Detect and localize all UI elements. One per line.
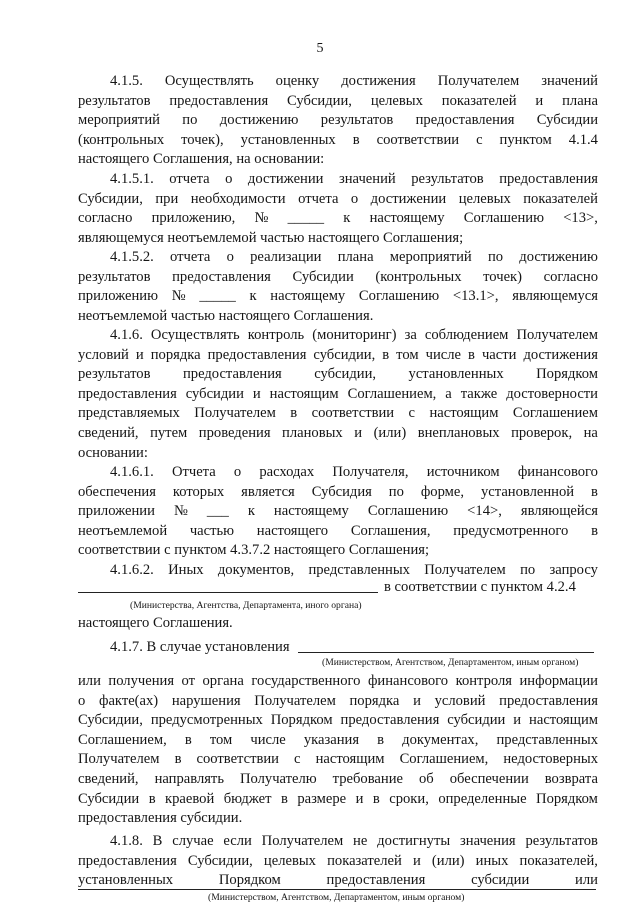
word: размере (297, 790, 347, 807)
word: предусмотренных (150, 712, 263, 729)
word: № (254, 210, 269, 227)
word: по (487, 249, 504, 265)
word: настоящим (269, 385, 339, 402)
word: неотъемлемой частью настоящего Соглашения. (78, 307, 374, 324)
word: согласно (78, 210, 133, 227)
word: и (355, 790, 364, 807)
word: <13.1>, (452, 288, 499, 305)
word: установленных (408, 366, 504, 383)
paragraph-4-1-5 (78, 72, 598, 170)
word: направлять (154, 770, 224, 787)
text-line (78, 522, 598, 542)
text-line (78, 365, 598, 385)
word: Субсидия (311, 483, 372, 500)
word: показателей (441, 92, 517, 109)
word: являющейся (520, 503, 598, 520)
word: в (174, 751, 182, 768)
word: достижению (219, 112, 299, 129)
word: являющемуся (512, 288, 598, 305)
word: согласно (543, 268, 598, 285)
word: в (280, 790, 288, 807)
word: предоставления (499, 171, 598, 187)
fill-in-line-organ-3 (78, 889, 596, 890)
word: субсидии, (314, 366, 377, 383)
word: оценку (275, 73, 320, 89)
word: отчета (169, 171, 210, 187)
word: приложению, (151, 210, 236, 227)
word: в (591, 522, 598, 539)
word: о (233, 464, 242, 480)
text-line (78, 541, 598, 561)
word: финансового (367, 673, 449, 689)
word: (или) (373, 424, 407, 441)
word: достижения (341, 73, 416, 89)
word: к (247, 503, 255, 520)
word: соответствии (196, 751, 279, 768)
word: случае (172, 833, 214, 849)
word: в (372, 790, 380, 807)
word: сроки, (389, 790, 429, 807)
word: числе (250, 731, 286, 748)
text-line (78, 92, 598, 112)
word: целевых (370, 92, 423, 109)
word: Получателем (424, 562, 506, 578)
word: настоящим (529, 712, 598, 729)
word: иных (475, 852, 509, 869)
word: финансового (517, 464, 598, 480)
word: указания (303, 731, 360, 748)
paragraph-4-1-6-2-end (78, 614, 598, 634)
word: настоящему (273, 503, 349, 520)
word: точек) (483, 268, 522, 285)
text-line (78, 711, 598, 731)
word: и (252, 385, 261, 402)
word: 4.1.8. (110, 833, 143, 849)
word: части (481, 346, 517, 363)
word: соответствии (376, 131, 460, 148)
word: в (382, 346, 390, 363)
word: или (78, 673, 101, 689)
word: результатов (78, 268, 151, 285)
word: настоящим (315, 751, 385, 768)
word: по (388, 483, 404, 500)
word: документах, (402, 731, 479, 748)
word: частью (189, 522, 235, 539)
word: на (583, 424, 598, 441)
text-line (78, 809, 598, 829)
word: форме, (420, 483, 465, 500)
word: мероприятий (78, 112, 160, 129)
word: при (155, 190, 179, 207)
word: _____ (199, 288, 236, 305)
word: обеспечении (449, 770, 529, 787)
word: или (575, 872, 598, 889)
word: проведения (198, 424, 271, 441)
word: и (135, 346, 144, 363)
word: в (377, 731, 385, 748)
word: Порядком (536, 366, 598, 383)
word: соответствии с пунктом 4.3.7.2 настоящего Соглашения; (78, 542, 430, 559)
word: том (396, 346, 419, 363)
word: сведений, (78, 770, 139, 787)
word: представленных (308, 562, 410, 578)
word: в (591, 483, 598, 500)
word: предоставления (340, 712, 440, 729)
word: расходах (259, 464, 315, 480)
word: Соглашению (463, 210, 544, 227)
word: путем (150, 424, 188, 441)
word: установленных (78, 872, 174, 889)
word: 4.1.6.1. (110, 464, 154, 480)
text-line (78, 731, 598, 751)
word: является (241, 483, 295, 500)
text-line (78, 692, 598, 712)
caption-organ-2: (Министерством, Агентством, Департаментом, иным органом) (322, 657, 579, 668)
word: № (171, 288, 186, 305)
fill-in-line-organ-2 (298, 652, 594, 653)
paragraph-4-1-5-2 (78, 248, 598, 326)
word: 4.1.6.2. (110, 562, 154, 578)
word: за (404, 327, 417, 343)
word: реализации (250, 249, 322, 265)
word: настоящего Соглашения, на основании: (78, 151, 325, 168)
paragraph-4-1-7 (78, 672, 598, 829)
text-line (78, 268, 598, 288)
text-line (78, 150, 598, 170)
word: к (249, 288, 257, 305)
word: Получателем (516, 327, 598, 343)
word: настоящего (256, 522, 329, 539)
word: нарушения (171, 692, 241, 709)
word: целевых (263, 852, 316, 869)
word: Получателю (239, 770, 317, 787)
word: Субсидии, (187, 852, 253, 869)
text-line (78, 307, 598, 327)
word: настоящим (429, 405, 499, 422)
word: в (468, 346, 475, 363)
word: предусмотренного (453, 522, 569, 539)
word: Субсидии (292, 268, 354, 285)
word: с (294, 751, 301, 768)
word: требование (332, 770, 403, 787)
word: Порядком (218, 872, 281, 889)
word: предоставления субсидии. (78, 810, 243, 827)
word: Субсидии, (78, 712, 143, 729)
word: Соглашением, (399, 751, 489, 768)
caption-organ-1: (Министерства, Агентства, Департамента, иного органа) (130, 600, 362, 611)
text-line (78, 871, 598, 891)
word: документов, (217, 562, 295, 578)
text-line (78, 404, 598, 424)
word: <14>, (467, 503, 502, 520)
word: о (225, 171, 233, 187)
word: № (173, 503, 188, 520)
word: Получателем (194, 405, 276, 422)
reference-4-2-4: в соответствии с пунктом 4.2.4 (384, 579, 576, 595)
word: получения (108, 673, 175, 689)
word: неотъемлемой (78, 522, 168, 539)
word: субсидии (447, 712, 506, 729)
word: Соглашением, (78, 731, 167, 748)
fill-in-line-organ (78, 592, 378, 593)
text-line (78, 229, 598, 249)
paragraph-4-1-8 (78, 832, 598, 891)
word: обеспечения (78, 483, 156, 500)
word: 4.1.6. (110, 327, 143, 343)
word: показателей (523, 190, 598, 207)
word: плана (337, 249, 374, 265)
text-line (78, 111, 598, 131)
word: порядка (349, 692, 400, 709)
word: запросу (549, 562, 598, 578)
word: в (352, 131, 360, 148)
text-line (78, 852, 598, 872)
word: представленных (496, 731, 598, 748)
word: целевых (458, 190, 511, 207)
word: с (408, 405, 416, 422)
word: источником (426, 464, 500, 480)
word: соответствии (311, 405, 395, 422)
word: достижении (247, 171, 324, 187)
text-line (78, 502, 598, 522)
word: 4.1.5. (110, 73, 143, 89)
word: точек), (181, 131, 224, 148)
word: в (184, 731, 192, 748)
word: и (354, 424, 363, 441)
word: и (513, 712, 522, 729)
word: Порядком (536, 790, 598, 807)
word: если (223, 833, 252, 849)
word: субсидии (185, 385, 244, 402)
word: результатов (411, 171, 484, 187)
word: 4.1.5.2. (110, 249, 154, 265)
word: результатов (78, 92, 151, 109)
word: достигнуты (377, 833, 451, 849)
word: о (350, 190, 359, 207)
word: достижению (519, 249, 598, 265)
page-number: 5 (316, 41, 324, 56)
word: порядка (150, 346, 201, 363)
text-line (78, 170, 598, 190)
word: 4.1.5.1. (110, 171, 154, 187)
text-line (78, 750, 598, 770)
word: Получателем (437, 73, 520, 89)
word: Субсидии, (78, 190, 143, 207)
word: показателей, (519, 852, 598, 869)
word: значений (541, 73, 598, 89)
word: пунктом (499, 131, 552, 148)
word: и (413, 692, 421, 709)
word: к (343, 210, 351, 227)
text-line (78, 614, 598, 634)
word: и (535, 92, 544, 109)
word: условий (434, 692, 486, 709)
word: Соглашением (512, 405, 598, 422)
word: Соглашением, (347, 385, 437, 402)
word: государственного (251, 673, 361, 689)
word: предоставления (499, 692, 598, 709)
word: Получателем (78, 751, 160, 768)
word: факте(ах) (98, 692, 159, 709)
word: в (290, 405, 298, 422)
word: предоставления (78, 385, 177, 402)
text-line (78, 209, 598, 229)
word: (мониторинг) (312, 327, 397, 343)
word: являющемуся неотъемлемой частью настоящего Соглашения; (78, 229, 464, 246)
word: предоставления (207, 346, 307, 363)
word: результатов (525, 833, 598, 849)
word: Получателем (261, 833, 344, 849)
word: 4.1.4 (568, 131, 598, 148)
word: установленной (480, 483, 575, 500)
word: приложению (78, 288, 159, 305)
word: настоящему (270, 288, 346, 305)
word: Соглашению (358, 288, 440, 305)
word: контроля (455, 673, 513, 689)
word: достижения (523, 346, 598, 363)
word: отчета (170, 249, 211, 265)
word: возврата (544, 770, 598, 787)
word: настоящего Соглашения. (78, 615, 233, 631)
text-line (78, 424, 598, 444)
word: Соглашения, (350, 522, 431, 539)
word: органа (202, 673, 244, 689)
word: предоставления (78, 852, 177, 869)
word: предоставления (326, 872, 426, 889)
word: по (520, 562, 536, 578)
paragraph-4-1-6-1 (78, 463, 598, 561)
word: Осуществлять (164, 73, 254, 89)
word: предоставления (415, 112, 515, 129)
word: условий (78, 346, 129, 363)
word: (или) (431, 852, 465, 869)
word: которых (172, 483, 225, 500)
text-line (78, 832, 598, 852)
word: соблюдением (424, 327, 509, 343)
word: субсидии, (313, 346, 376, 363)
word: о (226, 249, 234, 265)
word: _____ (287, 210, 325, 227)
word: плана (562, 92, 598, 109)
text-line (78, 483, 598, 503)
word: от (181, 673, 196, 689)
word: Субсидии, (287, 92, 352, 109)
word: основании: (78, 444, 148, 461)
word: недостоверных (503, 751, 598, 768)
word: Субсидии (78, 790, 140, 807)
word: значений (338, 171, 396, 187)
text-line (78, 346, 598, 366)
paragraph-4-1-5-1 (78, 170, 598, 248)
word: числе (425, 346, 462, 363)
word: субсидии (471, 872, 530, 889)
word: (контрольных (375, 268, 462, 285)
word: с (476, 131, 483, 148)
word: в (148, 790, 156, 807)
word: достоверности (506, 385, 598, 402)
text-line (78, 444, 598, 464)
word: том (209, 731, 233, 748)
word: предоставления (169, 92, 269, 109)
word: также (460, 385, 498, 402)
text-line (78, 790, 598, 810)
word: результатов (78, 366, 151, 383)
word: сведений, (78, 424, 139, 441)
word: результатов (320, 112, 394, 129)
word: отчета (298, 190, 339, 207)
word: <13>, (563, 210, 598, 227)
word: не (353, 833, 368, 849)
word: о (78, 692, 86, 709)
word: информации (519, 673, 598, 689)
word: Порядком (270, 712, 333, 729)
text-line (78, 463, 598, 483)
text-line (78, 248, 598, 268)
text-line (78, 190, 598, 210)
word: Осуществлять (150, 327, 240, 343)
word: плановых (282, 424, 343, 441)
word: Иных (168, 562, 204, 578)
word: показателей (327, 852, 402, 869)
text-line (78, 672, 598, 692)
text-line (78, 385, 598, 405)
word: а (445, 385, 452, 402)
word: Получателя, (332, 464, 409, 480)
word: мероприятий (389, 249, 472, 265)
text-line (78, 770, 598, 790)
word: В (152, 833, 163, 849)
word: Соглашению (367, 503, 449, 520)
word: установленных (240, 131, 336, 148)
text-line (78, 326, 598, 346)
word: ___ (206, 503, 229, 520)
word: контроль (247, 327, 305, 343)
word: проверок, (511, 424, 573, 441)
word: краевой (165, 790, 215, 807)
text-line (78, 131, 598, 151)
word: Получателем (254, 692, 336, 709)
word: по (182, 112, 198, 129)
word: Субсидии (536, 112, 598, 129)
caption-organ-3: (Министерством, Агентством, Департаментом, иным органом) (208, 892, 465, 903)
paragraph-4-1-7-start: 4.1.7. В случае установления (110, 639, 290, 655)
word: (контрольных (78, 131, 165, 148)
word: предоставления (172, 268, 271, 285)
paragraph-4-1-6 (78, 326, 598, 463)
word: предоставления (182, 366, 282, 383)
word: настоящему (369, 210, 445, 227)
text-line (78, 287, 598, 307)
word: достижении (370, 190, 447, 207)
word: об (419, 770, 434, 787)
word: бюджет (223, 790, 272, 807)
word: определенные (438, 790, 527, 807)
word: приложении (78, 503, 155, 520)
text-line (78, 72, 598, 92)
word: Отчета (171, 464, 216, 480)
word: значения (460, 833, 516, 849)
word: представляемых (78, 405, 180, 422)
word: внеплановых (417, 424, 500, 441)
word: и (412, 852, 421, 869)
word: необходимости (190, 190, 286, 207)
